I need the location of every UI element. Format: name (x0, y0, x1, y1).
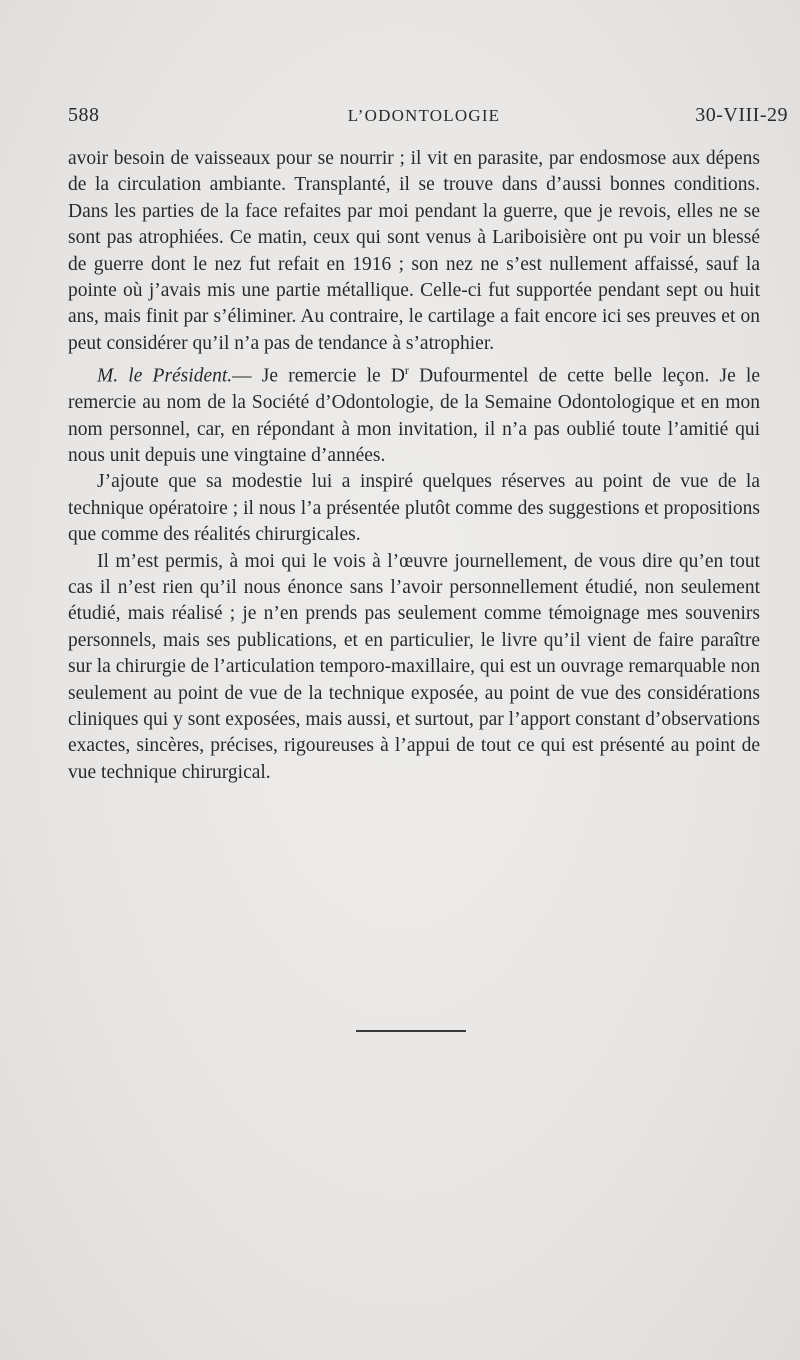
paragraph-3: J’ajoute que sa modestie lui a inspiré quelques réserves au point de vue de la technique opératoire ; il nous l’a présentée plutôt comme des suggestions et propositions que comme des réalités chirurgicales. (68, 471, 760, 546)
paragraph-1: avoir besoin de vaisseaux pour se nourrir ; il vit en parasite, par endosmose aux dépens de la circulation ambiante. Transplanté, il se trouve dans d’aussi bonnes conditions. Dans les parties de la face refaites par moi pendant la guerre, que je revois, elles ne se sont pas atrophiées. Ce matin, ceux qui sont venus à Lariboisière ont pu voir un blessé de guerre dont le nez fut refait en 1916 ; son nez ne s’est nullement affaissé, sauf la pointe où j’avais mis une partie métallique. Celle-ci fut supportée pendant sept ou huit ans, mais finit par s’éliminer. Au contraire, le cartilage a fait encore ici ses preuves et on peut considérer qu’il n’a pas de tendance à s’atrophier. (68, 148, 760, 354)
paragraph-4: Il m’est permis, à moi qui le vois à l’œuvre journellement, de vous dire qu’en tout cas il n’est rien qu’il nous énonce sans l’avoir personnellement étudié, non seulement étudié, mais réalisé ; je n’en prends pas seulement comme témoignage mes souvenirs personnels, mais ses publications, et en particulier, le livre qu’il vient de faire paraître sur la chirurgie de l’articulation temporo-maxillaire, qui est un ouvrage remarquable non seulement au point de vue de la technique exposée, au point de vue des considérations cliniques qui y sont exposées, mais aussi, et surtout, par l’apport constant d’observations exactes, sincères, précises, rigoureuses à l’appui de tout ce qui est présenté au point de vue technique chirurgical. (68, 550, 760, 783)
journal-title: L’ODONTOLOGIE (347, 106, 501, 125)
paragraph-2 (68, 357, 760, 469)
page-number: 588 (68, 104, 100, 126)
issue-date: 30-VIII-29 (695, 104, 788, 126)
article-body (68, 146, 760, 786)
paragraph-2-text-b: Dufourmentel de cette belle leçon. Je le remercie au nom de la Société d’Odontologie, de la Semaine Odontologique et en mon nom personnel, car, en répondant à mon invitation, il n’a pas oublié toute l’amitié qui nous unit depuis une vingtaine d’années. (68, 365, 760, 466)
running-header (68, 104, 788, 134)
section-divider-rule (356, 1030, 466, 1032)
speaker-label: M. le Président. (97, 365, 233, 387)
paragraph-2-text-a: Je remercie le D (251, 365, 405, 387)
doctor-abbrev-sup: r (404, 363, 409, 378)
speaker-dash: — (232, 365, 252, 387)
